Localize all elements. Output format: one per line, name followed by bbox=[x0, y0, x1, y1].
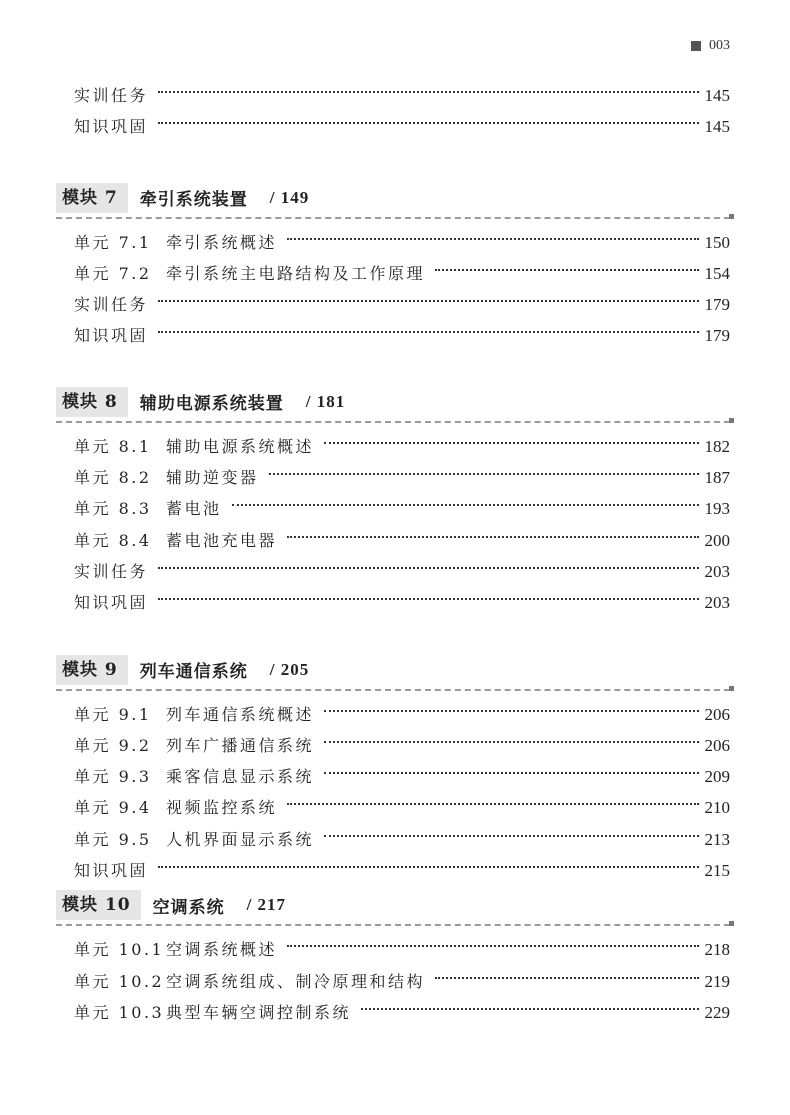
toc-entry-label bbox=[74, 493, 222, 524]
toc-entry[interactable] bbox=[56, 761, 730, 792]
unit-title: 知识巩固 bbox=[74, 861, 149, 881]
leader-dots bbox=[158, 598, 698, 600]
toc-entry-page: 145 bbox=[704, 86, 730, 105]
unit-title: 列车广播通信系统 bbox=[166, 735, 315, 755]
toc-entry[interactable] bbox=[56, 289, 730, 320]
module-page: / 149 bbox=[269, 187, 310, 207]
toc-entry-page: 209 bbox=[704, 767, 730, 787]
leader-dots bbox=[232, 504, 699, 506]
leader-dots bbox=[324, 741, 698, 743]
intro-entries bbox=[56, 80, 730, 143]
toc-entry-page: 218 bbox=[704, 940, 730, 960]
module-heading[interactable] bbox=[56, 653, 730, 687]
toc-entry-label bbox=[74, 966, 425, 997]
toc-entry[interactable] bbox=[56, 556, 730, 587]
page-header bbox=[691, 38, 730, 54]
toc-entry-label bbox=[74, 431, 314, 462]
unit-title: 典型车辆空调控制系统 bbox=[166, 1002, 352, 1022]
toc-entry-page: 206 bbox=[704, 735, 730, 755]
leader-dots bbox=[435, 269, 698, 271]
unit-title: 空调系统组成、制冷原理和结构 bbox=[166, 971, 426, 991]
toc-entry[interactable] bbox=[56, 730, 730, 761]
leader-dots bbox=[158, 91, 698, 93]
module-page: / 205 bbox=[269, 659, 310, 679]
module-divider bbox=[56, 924, 730, 926]
toc-entry-label bbox=[74, 525, 277, 556]
toc-entry[interactable] bbox=[56, 111, 730, 142]
header-square-icon bbox=[691, 41, 701, 51]
unit-number: 单元 7.1 bbox=[74, 232, 152, 252]
toc-entry[interactable] bbox=[56, 320, 730, 351]
leader-dots bbox=[324, 442, 698, 444]
toc-entry-page: 193 bbox=[704, 499, 730, 519]
toc-entry[interactable] bbox=[56, 462, 730, 493]
leader-dots bbox=[287, 945, 698, 947]
module-divider bbox=[56, 217, 730, 219]
leader-dots bbox=[158, 567, 698, 569]
toc-entry-page: 145 bbox=[704, 117, 730, 137]
unit-number: 单元 10.1 bbox=[74, 940, 165, 960]
leader-dots bbox=[324, 835, 698, 837]
page-number: 003 bbox=[709, 38, 730, 53]
module-title: 辅助电源系统装置 bbox=[139, 394, 284, 415]
leader-dots bbox=[158, 866, 698, 868]
toc-entry-label bbox=[74, 699, 314, 730]
toc-entry[interactable] bbox=[56, 525, 730, 556]
module-heading[interactable] bbox=[56, 385, 730, 419]
unit-title: 辅助逆变器 bbox=[166, 468, 259, 488]
toc-entry[interactable] bbox=[56, 824, 730, 855]
toc-entry[interactable] bbox=[56, 966, 730, 997]
unit-number: 单元 8.2 bbox=[74, 468, 152, 488]
unit-number: 单元 9.1 bbox=[74, 704, 152, 724]
unit-title: 辅助电源系统概述 bbox=[166, 436, 315, 456]
module-section bbox=[56, 181, 730, 352]
toc-entry-label bbox=[74, 824, 314, 855]
toc-entry-label bbox=[74, 997, 351, 1028]
toc-entry-page: 213 bbox=[704, 829, 730, 849]
unit-title: 乘客信息显示系统 bbox=[166, 767, 315, 787]
leader-dots bbox=[269, 473, 699, 475]
leader-dots bbox=[324, 710, 698, 712]
leader-dots bbox=[324, 772, 698, 774]
toc-entry-page: 179 bbox=[704, 326, 730, 346]
module-heading[interactable] bbox=[56, 888, 730, 922]
unit-number: 单元 7.2 bbox=[74, 263, 152, 283]
toc-entry-label bbox=[74, 462, 259, 493]
toc-entry-page: 187 bbox=[704, 468, 730, 488]
module-page: / 217 bbox=[246, 895, 287, 915]
unit-title: 列车通信系统概述 bbox=[166, 704, 315, 724]
unit-number: 单元 10.3 bbox=[74, 1002, 165, 1022]
table-of-contents bbox=[56, 80, 730, 1028]
toc-entry-label bbox=[74, 289, 148, 320]
module-section bbox=[56, 888, 730, 1028]
toc-entry[interactable] bbox=[56, 493, 730, 524]
toc-entry-label bbox=[74, 934, 277, 965]
toc-entry[interactable] bbox=[56, 699, 730, 730]
toc-entry-page: 182 bbox=[704, 436, 730, 456]
toc-entry-page: 154 bbox=[704, 263, 730, 283]
leader-dots bbox=[435, 977, 698, 979]
toc-entry-label bbox=[74, 587, 148, 618]
unit-number: 单元 9.4 bbox=[74, 798, 152, 818]
module-title: 空调系统 bbox=[152, 897, 225, 918]
toc-entry-page: 150 bbox=[704, 232, 730, 252]
toc-entry[interactable] bbox=[56, 792, 730, 823]
unit-title: 空调系统概述 bbox=[166, 940, 278, 960]
module-title: 牵引系统装置 bbox=[139, 190, 248, 211]
toc-entry-page: 206 bbox=[704, 704, 730, 724]
toc-entry[interactable] bbox=[56, 587, 730, 618]
toc-entry-label: 实训任务 bbox=[74, 86, 149, 105]
unit-number: 单元 10.2 bbox=[74, 971, 165, 991]
toc-entry-page: 229 bbox=[704, 1002, 730, 1022]
module-page: / 181 bbox=[305, 391, 346, 411]
toc-entry-label bbox=[74, 792, 277, 823]
toc-entry-label bbox=[74, 761, 314, 792]
unit-number: 单元 8.4 bbox=[74, 530, 152, 550]
module-section bbox=[56, 385, 730, 619]
module-tag: 模块 9 bbox=[56, 655, 128, 685]
leader-dots bbox=[287, 536, 698, 538]
leader-dots bbox=[158, 331, 698, 333]
toc-entry-label bbox=[74, 556, 148, 587]
toc-entry-label bbox=[74, 855, 148, 886]
toc-entry[interactable] bbox=[56, 227, 730, 258]
toc-entry-label: 知识巩固 bbox=[74, 117, 149, 137]
leader-dots bbox=[287, 803, 698, 805]
unit-title: 知识巩固 bbox=[74, 326, 149, 346]
module-section bbox=[56, 653, 730, 887]
toc-entry-page: 203 bbox=[704, 593, 730, 613]
toc-entry-label bbox=[74, 227, 277, 258]
unit-number: 单元 9.2 bbox=[74, 735, 152, 755]
unit-title: 实训任务 bbox=[74, 561, 149, 581]
toc-entry-page: 215 bbox=[704, 861, 730, 881]
unit-title: 牵引系统概述 bbox=[166, 232, 278, 252]
module-divider bbox=[56, 689, 730, 691]
module-tag: 模块 10 bbox=[56, 890, 141, 920]
module-heading[interactable] bbox=[56, 181, 730, 215]
unit-number: 单元 8.3 bbox=[74, 499, 152, 519]
toc-entry-page: 219 bbox=[704, 971, 730, 991]
unit-number: 单元 9.3 bbox=[74, 767, 152, 787]
leader-dots bbox=[158, 122, 698, 124]
unit-number: 单元 9.5 bbox=[74, 829, 152, 849]
module-tag: 模块 8 bbox=[56, 387, 128, 417]
toc-entry[interactable] bbox=[56, 997, 730, 1028]
toc-entry-label bbox=[74, 730, 314, 761]
toc-entry-label bbox=[74, 258, 425, 289]
toc-entry-page: 200 bbox=[704, 530, 730, 550]
unit-title: 实训任务 bbox=[74, 295, 149, 315]
unit-title: 视频监控系统 bbox=[166, 798, 278, 818]
toc-entry[interactable] bbox=[56, 855, 730, 886]
toc-entry[interactable] bbox=[56, 258, 730, 289]
unit-title: 牵引系统主电路结构及工作原理 bbox=[166, 263, 426, 283]
module-title: 列车通信系统 bbox=[139, 662, 248, 683]
unit-title: 蓄电池充电器 bbox=[166, 530, 278, 550]
module-tag: 模块 7 bbox=[56, 183, 128, 213]
toc-entry-page: 179 bbox=[704, 295, 730, 315]
leader-dots bbox=[158, 300, 698, 302]
toc-entry-page: 210 bbox=[704, 798, 730, 818]
toc-entry-page: 203 bbox=[704, 561, 730, 581]
unit-title: 人机界面显示系统 bbox=[166, 829, 315, 849]
toc-entry[interactable] bbox=[56, 934, 730, 965]
module-divider bbox=[56, 421, 730, 423]
module-list bbox=[56, 181, 730, 1029]
unit-title: 知识巩固 bbox=[74, 593, 149, 613]
leader-dots bbox=[287, 238, 698, 240]
toc-entry[interactable] bbox=[56, 431, 730, 462]
unit-number: 单元 8.1 bbox=[74, 436, 152, 456]
unit-title: 蓄电池 bbox=[166, 499, 222, 519]
leader-dots bbox=[361, 1008, 698, 1010]
toc-entry[interactable] bbox=[56, 80, 730, 111]
toc-entry-label bbox=[74, 320, 148, 351]
